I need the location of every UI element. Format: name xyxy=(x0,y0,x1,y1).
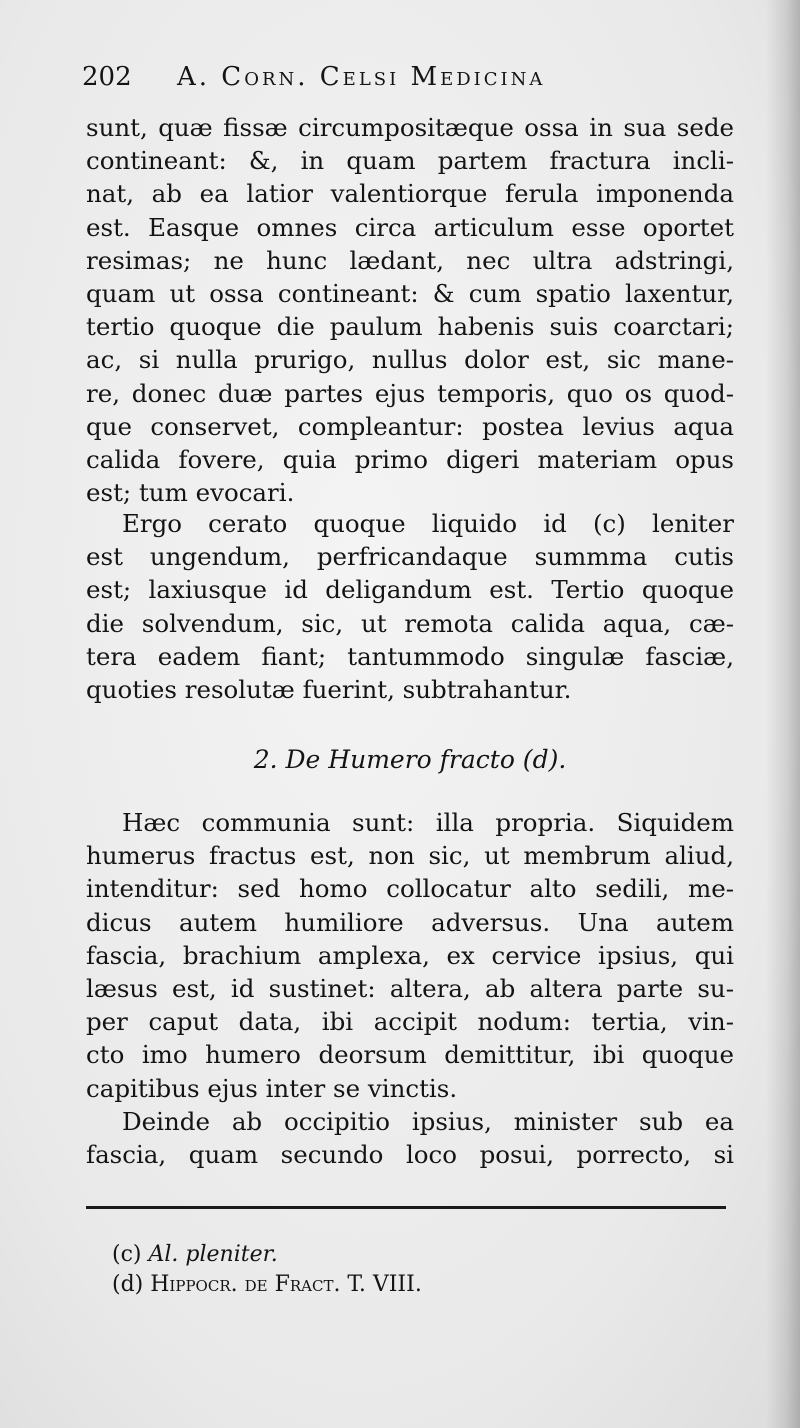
paragraph-2 xyxy=(86,507,734,706)
footnote-mark: (d) xyxy=(112,1272,144,1297)
text-line: tertio quoque die paulum habenis suis coarctari; xyxy=(86,312,734,342)
footnote-c xyxy=(112,1240,672,1270)
text-line: Ergo cerato quoque liquido id (c) leniter xyxy=(122,509,734,538)
footnote-text: Al. pleniter. xyxy=(148,1242,278,1267)
text-line: ac, si nulla prurigo, nullus dolor est, sic mane- xyxy=(86,345,734,375)
running-head xyxy=(82,62,742,98)
text-line: quam ut ossa contineant: & cum spatio laxentur, xyxy=(86,278,734,308)
paragraph-4 xyxy=(86,1105,734,1171)
text-line: contineant: &, in quam partem fractura incli- xyxy=(86,146,734,176)
text-line: nat, ab ea latior valentiorque ferula imponenda xyxy=(86,179,734,209)
text-line: læsus est, id sustinet: altera, ab altera parte su- xyxy=(86,973,734,1003)
text-line: cto imo humero deorsum demittitur, ibi quoque xyxy=(86,1040,734,1070)
text-line: re, donec duæ partes ejus temporis, quo os quod- xyxy=(86,378,734,408)
text-line: est. Easque omnes circa articulum esse oportet xyxy=(86,212,734,242)
text-line: Hæc communia sunt: illa propria. Siquidem xyxy=(122,808,734,837)
footnote-rule xyxy=(86,1206,726,1209)
text-line: intenditur: sed homo collocatur alto sedili, me- xyxy=(86,874,734,904)
text-line: quoties resolutæ fuerint, subtrahantur. xyxy=(86,674,572,704)
footnote-d xyxy=(112,1270,672,1300)
footnotes xyxy=(112,1240,672,1300)
text-line: fascia, quam secundo loco posui, porrecto, si xyxy=(86,1140,734,1170)
text-line: est; laxiusque id deligandum est. Tertio quoque xyxy=(86,575,734,605)
footnote-text: Hippocr. de Fract. T. VIII. xyxy=(150,1272,422,1297)
text-line: die solvendum, sic, ut remota calida aqua, cæ- xyxy=(86,608,734,638)
text-line: calida fovere, quia primo digeri materiam opus xyxy=(86,444,734,474)
section-heading: 2. De Humero fracto (d). xyxy=(253,745,567,774)
page-gutter-shadow xyxy=(766,0,800,1428)
text-line: fascia, brachium amplexa, ex cervice ipsius, qui xyxy=(86,940,734,970)
paragraph-1 xyxy=(86,111,734,509)
text-line: capitibus ejus inter se vinctis. xyxy=(86,1073,458,1103)
text-line: Deinde ab occipitio ipsius, minister sub ea xyxy=(122,1107,734,1136)
text-line: resimas; ne hunc lædant, nec ultra adstringi, xyxy=(86,245,734,275)
footnote-mark: (c) xyxy=(112,1242,142,1267)
running-title: A. Corn. Celsi Medicina xyxy=(177,62,546,92)
page-number: 202 xyxy=(82,62,132,92)
text-line: est ungendum, perfricandaque summma cutis xyxy=(86,542,734,572)
text-line: tera eadem fiant; tantummodo singulæ fasciæ, xyxy=(86,641,734,671)
paragraph-3 xyxy=(86,806,734,1105)
text-line: que conservet, compleantur: postea levius aqua xyxy=(86,411,734,441)
text-line: sunt, quæ fissæ circumpositæque ossa in sua sede xyxy=(86,113,734,142)
text-line: dicus autem humiliore adversus. Una autem xyxy=(86,907,734,937)
text-line: est; tum evocari. xyxy=(86,478,295,508)
text-line: per caput data, ibi accipit nodum: tertia, vin- xyxy=(86,1007,734,1037)
text-line: humerus fractus est, non sic, ut membrum aliud, xyxy=(86,841,734,871)
